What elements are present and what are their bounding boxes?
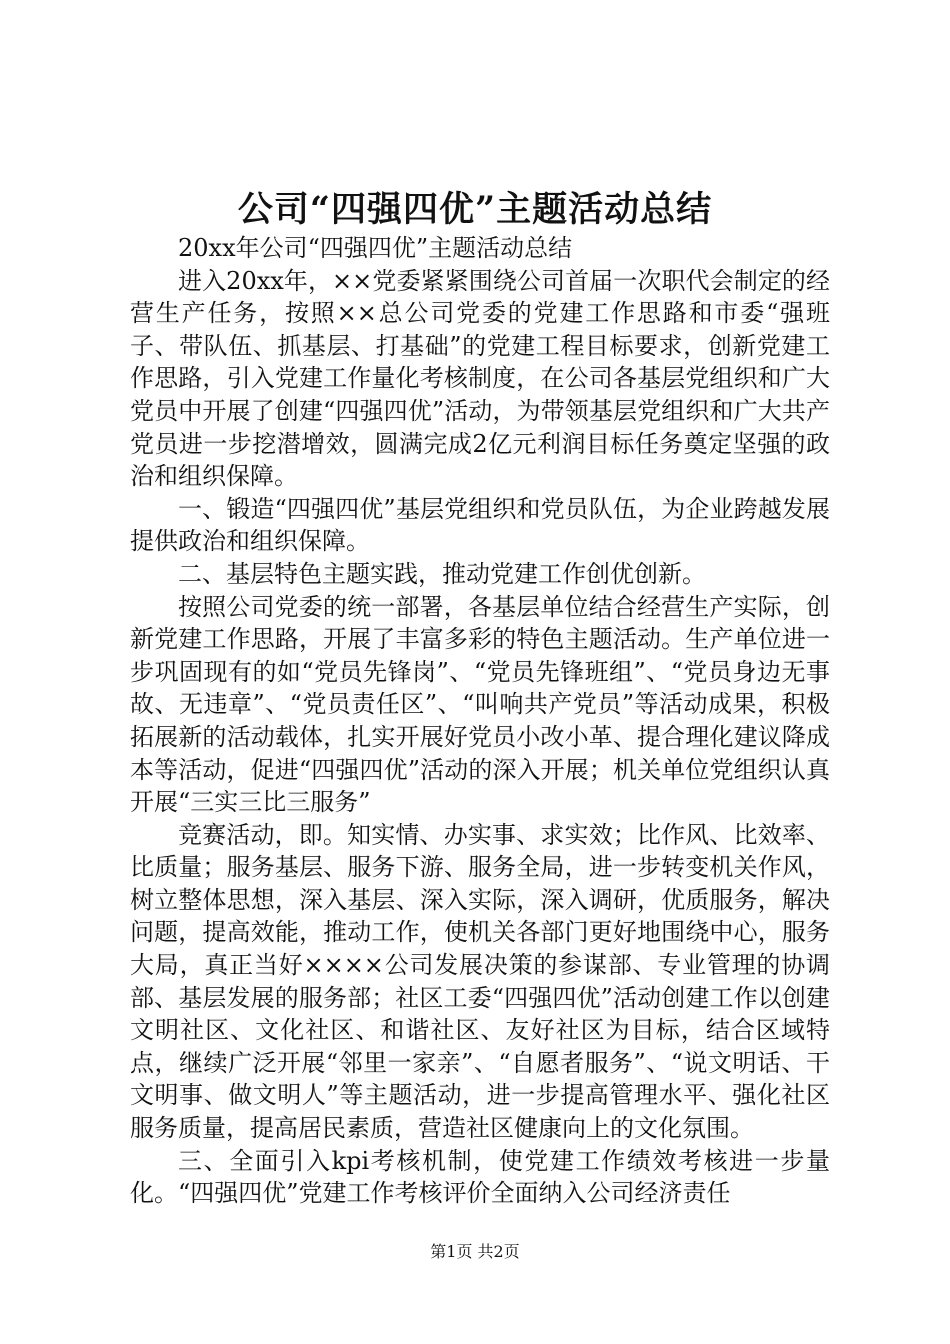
document-title: 公司“四强四优”主题活动总结 bbox=[237, 189, 713, 230]
document-body bbox=[130, 232, 830, 1210]
paragraph-intro: 进入20xx年，××党委紧紧围绕公司首届一次职代会制定的经营生产任务，按照××总公司党委的党建工作思路和市委“强班子、带队伍、抓基层、打基础”的党建工程目标要求，创新党建工作思路，引入党建工作量化考核制度，在公司各基层党组织和广大党员中开展了创建“四强四优”活动，为带领基层党组织和广大共产党员进一步挖潜增效，圆满完成2亿元利润目标任务奠定坚强的政治和组织保障。 bbox=[130, 266, 830, 491]
paragraph-section-three: 三、全面引入kpi考核机制，使党建工作绩效考核进一步量化。“四强四优”党建工作考核评价全面纳入公司经济责任 bbox=[130, 1146, 830, 1208]
paragraph-deployment: 按照公司党委的统一部署，各基层单位结合经营生产实际，创新党建工作思路，开展了丰富多彩的特色主题活动。生产单位进一步巩固现有的如“党员先锋岗”、“党员先锋班组”、“党员身边无事故、无违章”、“党员责任区”、“叫响共产党员”等活动成果，积极拓展新的活动载体，扎实开展好党员小改小革、提合理化建议降成本等活动，促进“四强四优”活动的深入开展；机关单位党组织认真开展“三实三比三服务” bbox=[130, 592, 830, 817]
paragraph-section-one: 一、锻造“四强四优”基层党组织和党员队伍，为企业跨越发展提供政治和组织保障。 bbox=[130, 494, 830, 556]
paragraph-competition: 竞赛活动，即。知实情、办实事、求实效；比作风、比效率、比质量；服务基层、服务下游、服务全局，进一步转变机关作风，树立整体思想，深入基层、深入实际，深入调研，优质服务，解决问题，提高效能，推动工作，使机关各部门更好地围绕中心，服务大局，真正当好××××公司发展决策的参谋部、专业管理的协调部、基层发展的服务部；社区工委“四强四优”活动创建工作以创建文明社区、文化社区、和谐社区、友好社区为目标，结合区域特点，继续广泛开展“邻里一家亲”、“自愿者服务”、“说文明话、干文明事、做文明人”等主题活动，进一步提高管理水平、强化社区服务质量，提高居民素质，营造社区健康向上的文化氛围。 bbox=[130, 820, 830, 1143]
paragraph-subtitle: 20xx年公司“四强四优”主题活动总结 bbox=[178, 234, 573, 262]
paragraph-section-two: 二、基层特色主题实践，推动党建工作创优创新。 bbox=[178, 559, 706, 588]
page-number-footer: 第1页 共2页 bbox=[430, 1242, 520, 1261]
